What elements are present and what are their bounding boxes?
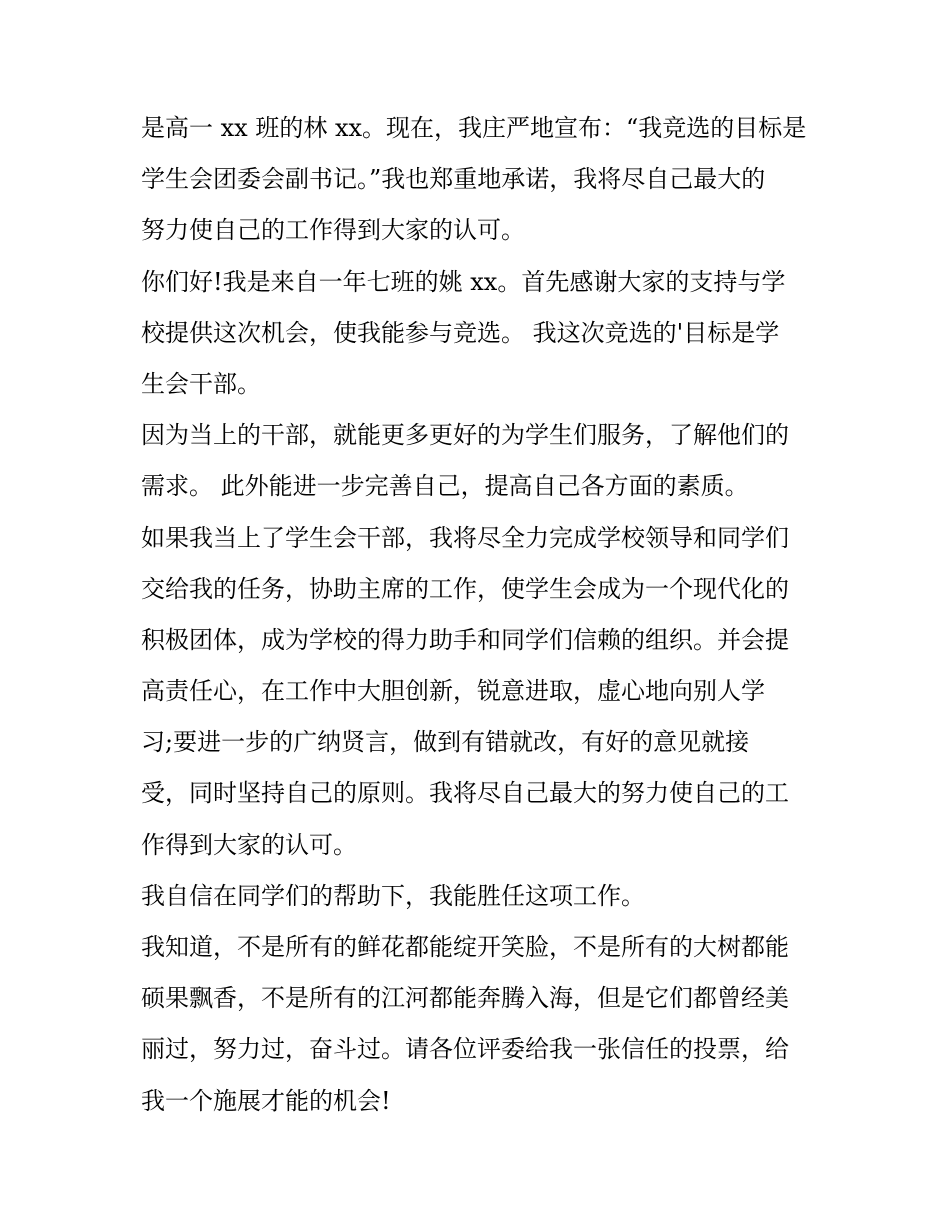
text-line: 因为当上的干部，就能更多更好的为学生们服务，了解他们的 [141,421,789,450]
text-line: 习;要进一步的广纳贤言，做到有错就改，有好的意见就接 [141,728,750,757]
text-line: 校提供这次机会，使我能参与竞选。 我这次竞选的'目标是学 [141,318,780,347]
text-line: 作得到大家的认可。 [141,830,357,859]
text-line: 丽过，努力过，奋斗过。请各位评委给我一张信任的投票，给 [141,1035,789,1064]
text-line: 交给我的任务，协助主席的工作，使学生会成为一个现代化的 [141,574,789,603]
text-line: 我自信在同学们的帮助下，我能胜任这项工作。 [141,881,645,910]
text-line: 生会干部。 [141,369,261,398]
text-line: 高责任心，在工作中大胆创新，锐意进取，虚心地向别人学 [141,677,765,706]
text-line: 硕果飘香，不是所有的江河都能奔腾入海，但是它们都曾经美 [141,984,789,1013]
text-line: 受，同时坚持自己的原则。我将尽自己最大的努力使自己的工 [141,779,789,808]
text-line: 如果我当上了学生会干部，我将尽全力完成学校领导和同学们 [141,523,789,552]
document-body [141,103,821,1127]
text-line: 需求。 此外能进一步完善自己，提高自己各方面的素质。 [141,472,749,501]
text-line: 你们好!我是来自一年七班的姚 xx。首先感谢大家的支持与学 [141,267,786,296]
text-line: 努力使自己的工作得到大家的认可。 [141,216,525,245]
text-line: 我一个施展才能的机会! [141,1086,391,1115]
text-line: 是高一 xx 班的林 xx。现在，我庄严地宣布：“我竞选的目标是 [141,114,807,142]
text-line: 积极团体，成为学校的得力助手和同学们信赖的组织。并会提 [141,625,789,654]
text-line: 我知道，不是所有的鲜花都能绽开笑脸，不是所有的大树都能 [141,933,789,961]
text-line: 学生会团委会副书记。”我也郑重地承诺，我将尽自己最大的 [141,165,766,194]
